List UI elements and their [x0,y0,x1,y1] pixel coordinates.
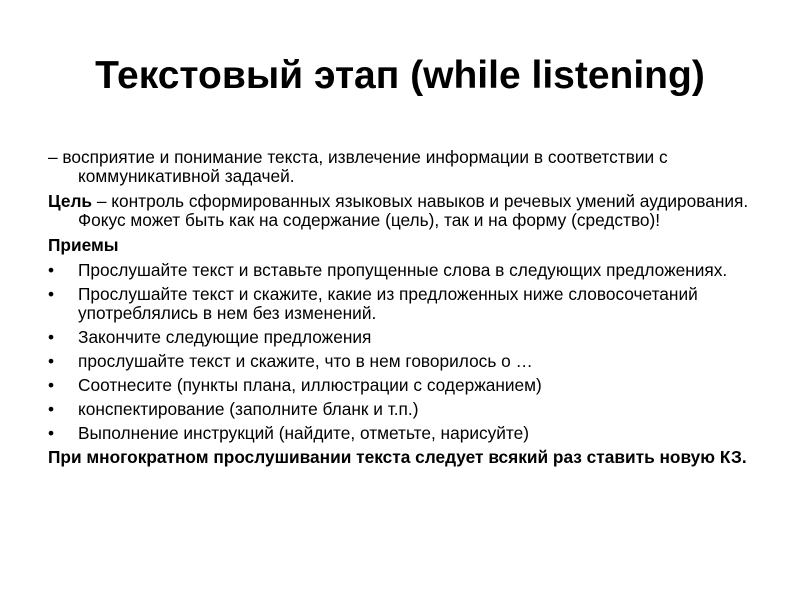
list-item-text: Выполнение инструкций (найдите, отметьте, нарисуйте) [78,423,529,443]
bullet-icon: • [48,284,55,304]
bullet-icon: • [48,375,55,395]
list-item [48,400,763,419]
list-item-text: Прослушайте текст и вставьте пропущенные слова в следующих предложениях. [78,260,728,280]
list-item-text: Соотнесите (пункты плана, иллюстрации с содержанием) [78,375,542,395]
goal-paragraph [48,192,763,230]
bullet-icon: • [48,399,55,419]
slide-body [48,148,763,467]
bullet-icon: • [48,351,55,371]
bullet-icon: • [48,327,55,347]
list-item [48,424,763,443]
slide-title: Текстовый этап (while listening) [95,54,705,97]
techniques-heading: Приемы [48,235,119,255]
list-item-text: прослушайте текст и скажите, что в нем говорилось о … [78,351,533,371]
goal-label: Цель [48,191,93,211]
list-item [48,328,763,347]
list-item-text: Закончите следующие предложения [78,327,372,347]
list-item-text: Прослушайте текст и скажите, какие из предложенных ниже словосочетаний употреблялись в нем без изменений. [78,284,698,323]
techniques-list [48,261,763,443]
list-item-text: конспектирование (заполните бланк и т.п.) [78,399,419,419]
list-item [48,352,763,371]
list-item [48,376,763,395]
list-item [48,261,763,280]
list-item [48,285,763,323]
bullet-icon: • [48,423,55,443]
intro-paragraph: – восприятие и понимание текста, извлечение информации в соответствии с коммуникативной задачей. [48,147,668,186]
bullet-icon: • [48,260,55,280]
closing-paragraph: При многократном прослушивании текста следует всякий раз ставить новую КЗ. [48,447,747,467]
goal-text: – контроль сформированных языковых навыков и речевых умений аудирования. Фокус может быть как на содержание (цель), так и на форму (средство)! [78,191,749,230]
